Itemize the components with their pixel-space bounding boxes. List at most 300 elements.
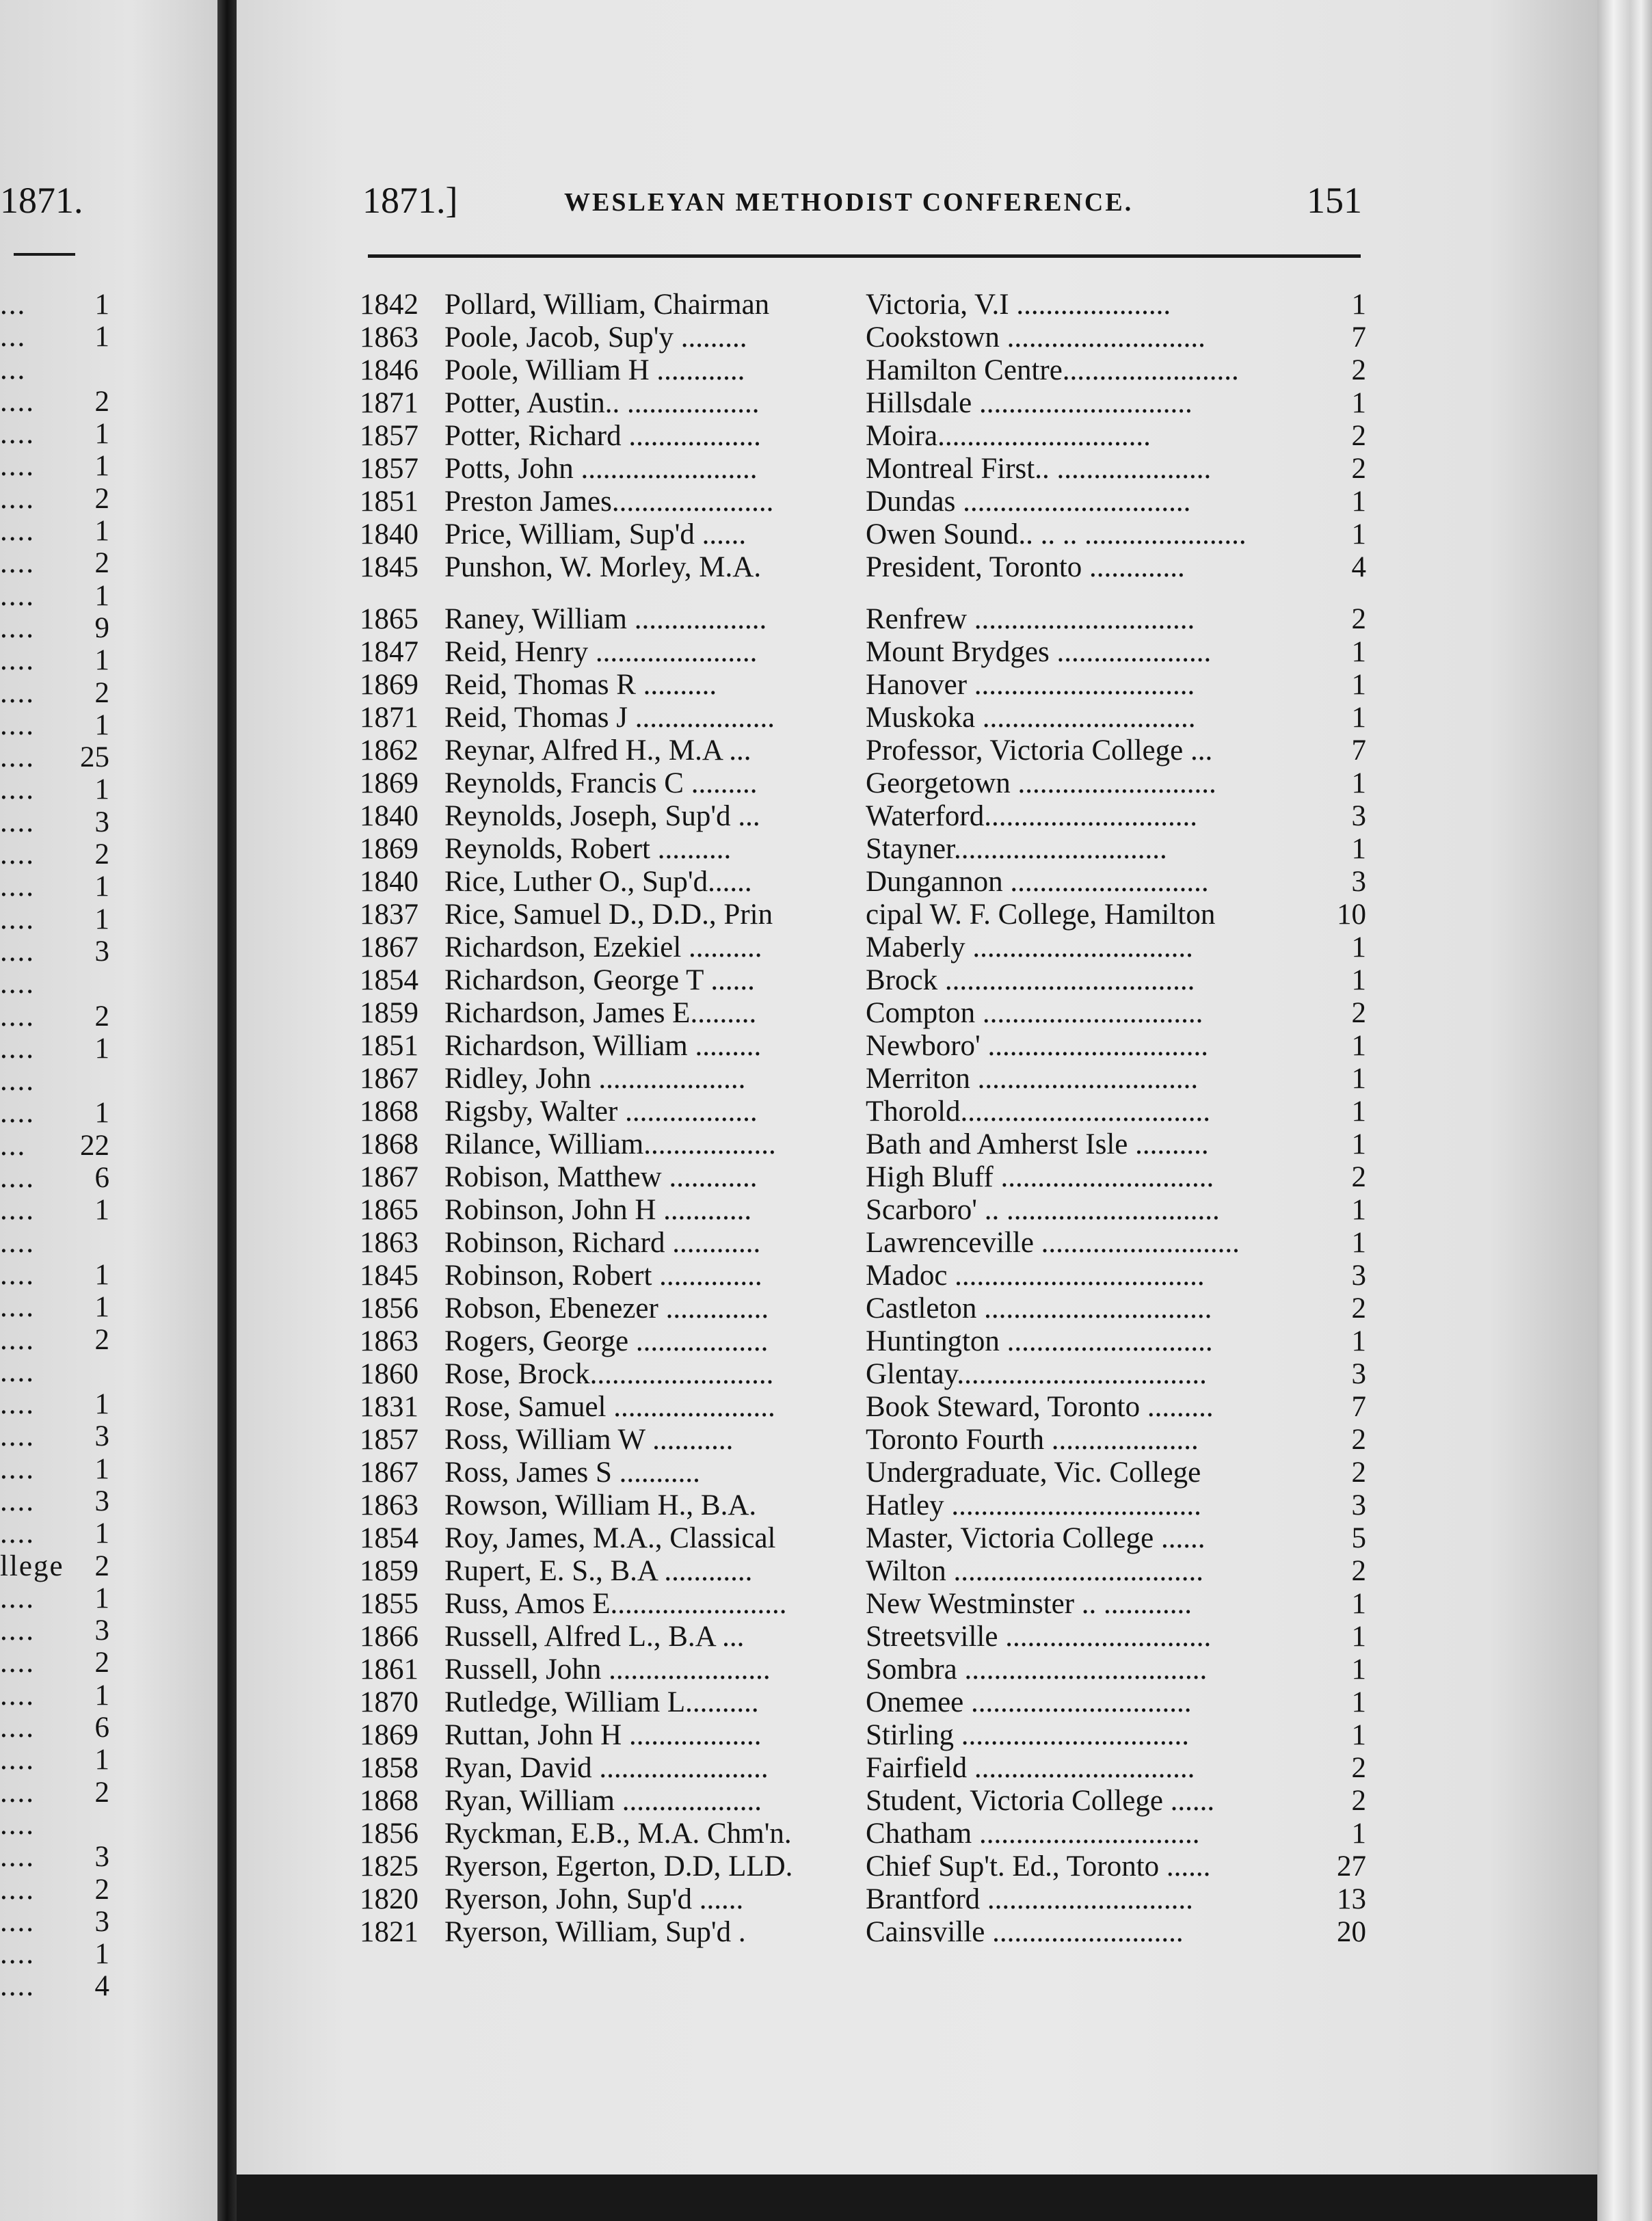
previous-page-leader: .... — [0, 1000, 35, 1033]
entry-name: Ryan, David ....................... — [444, 1752, 769, 1784]
entry-year: 1867 — [360, 1457, 418, 1489]
entry-year: 1868 — [360, 1128, 418, 1160]
entry-station: Dundas ............................... — [866, 486, 1191, 518]
entry-station: Book Steward, Toronto ......... — [866, 1391, 1214, 1423]
list-item — [360, 964, 1366, 997]
entry-station: Maberly .............................. — [866, 931, 1193, 963]
previous-page-leader: .... — [0, 1097, 35, 1130]
list-item — [360, 636, 1366, 669]
book-gutter — [217, 0, 237, 2221]
previous-page-count: 1 — [94, 1938, 109, 1971]
entry-name: Potts, John ........................ — [444, 453, 758, 485]
previous-page-row — [0, 1356, 109, 1388]
entry-station: Stayner............................. — [866, 833, 1167, 865]
entry-name: Potter, Austin.. .................. — [444, 387, 760, 419]
previous-page-leader: .... — [0, 1647, 35, 1679]
previous-page-row — [0, 1420, 109, 1452]
previous-page-leader: .... — [0, 1582, 35, 1614]
entry-station: Newboro' .............................. — [866, 1030, 1209, 1062]
previous-page-leader: llege — [0, 1550, 64, 1582]
previous-page-count: 1 — [94, 1388, 109, 1421]
entry-year: 1831 — [360, 1391, 418, 1423]
list-item — [360, 1489, 1366, 1522]
entry-count: 1 — [1351, 931, 1366, 963]
previous-page-leader: ... — [0, 321, 27, 354]
previous-page-leader: .... — [0, 385, 35, 418]
previous-page-row — [0, 483, 109, 515]
previous-page-leader: .... — [0, 1258, 35, 1291]
entry-year: 1867 — [360, 1063, 418, 1095]
entry-station: Huntington ............................ — [866, 1325, 1213, 1357]
previous-page-row — [0, 386, 109, 418]
list-item — [360, 1588, 1366, 1621]
header-rule — [368, 254, 1361, 258]
entry-name: Rice, Luther O., Sup'd...... — [444, 866, 752, 898]
previous-page-leader: .... — [0, 1162, 35, 1195]
entry-year: 1857 — [360, 1424, 418, 1456]
previous-page-count: 3 — [94, 1614, 109, 1647]
entry-year: 1868 — [360, 1095, 418, 1128]
entry-station: Scarboro' .. ............................. — [866, 1194, 1220, 1226]
entry-name: Roy, James, M.A., Classical — [444, 1522, 776, 1554]
entry-station: Hamilton Centre........................ — [866, 354, 1239, 386]
list-item — [360, 1818, 1366, 1850]
previous-page-leader: .... — [0, 1808, 35, 1841]
previous-page-leader: .... — [0, 773, 35, 806]
running-header — [362, 179, 1362, 234]
previous-page-count: 2 — [94, 1550, 109, 1582]
list-item — [360, 1194, 1366, 1227]
entry-year: 1851 — [360, 1030, 418, 1062]
list-item — [360, 1358, 1366, 1391]
entry-year: 1842 — [360, 289, 418, 321]
entry-station: High Bluff ............................. — [866, 1161, 1214, 1193]
list-item — [360, 1653, 1366, 1686]
list-item — [360, 387, 1366, 420]
entry-count: 1 — [1351, 636, 1366, 668]
entry-name: Richardson, Ezekiel .......... — [444, 931, 762, 963]
entry-name: Ross, James S ........... — [444, 1457, 700, 1489]
entry-year: 1865 — [360, 1194, 418, 1226]
list-item — [360, 1883, 1366, 1916]
entry-station: Owen Sound.. .. .. ...................... — [866, 518, 1247, 550]
previous-page-leader: .... — [0, 1323, 35, 1356]
entry-station: Castleton ............................... — [866, 1292, 1212, 1325]
entry-count: 1 — [1351, 1095, 1366, 1128]
entry-count: 1 — [1351, 486, 1366, 518]
entry-station: Merriton .............................. — [866, 1063, 1199, 1095]
previous-page-row — [0, 1388, 109, 1420]
previous-page-row — [0, 1033, 109, 1065]
previous-page-count: 2 — [94, 482, 109, 515]
entry-count: 1 — [1351, 1128, 1366, 1160]
entry-year: 1863 — [360, 1489, 418, 1521]
entry-count: 2 — [1351, 1424, 1366, 1456]
entry-station: Bath and Amherst Isle .......... — [866, 1128, 1209, 1160]
previous-page-row — [0, 289, 109, 321]
entry-station: Student, Victoria College ...... — [866, 1785, 1215, 1817]
entry-station: Brock .................................. — [866, 964, 1195, 996]
entry-station: Fairfield .............................. — [866, 1752, 1195, 1784]
entry-year: 1870 — [360, 1686, 418, 1718]
scan-bottom-border — [237, 2175, 1597, 2221]
previous-page-count: 22 — [80, 1129, 109, 1162]
previous-page-row — [0, 354, 109, 386]
entry-count: 2 — [1351, 1785, 1366, 1817]
entry-year: 1871 — [360, 702, 418, 734]
list-item — [360, 1621, 1366, 1653]
entry-count: 1 — [1351, 1653, 1366, 1686]
previous-page-count: 1 — [94, 1744, 109, 1777]
entry-name: Ridley, John .................... — [444, 1063, 746, 1095]
previous-page-leader: .... — [0, 611, 35, 644]
entry-name: Rose, Samuel ...................... — [444, 1391, 775, 1423]
entry-name: Robison, Matthew ............ — [444, 1161, 758, 1193]
entry-count: 2 — [1351, 1161, 1366, 1193]
previous-page-leader: .... — [0, 1776, 35, 1809]
entry-count: 5 — [1351, 1522, 1366, 1554]
previous-page-leader: .... — [0, 1841, 35, 1874]
entry-station: Hanover .............................. — [866, 669, 1195, 701]
page-edges — [1597, 0, 1652, 2221]
entry-count: 1 — [1351, 833, 1366, 865]
previous-page-leader: .... — [0, 1614, 35, 1647]
entry-station: Georgetown ........................... — [866, 767, 1216, 799]
entry-year: 1867 — [360, 1161, 418, 1193]
entry-name: Poole, William H ............ — [444, 354, 745, 386]
list-item — [360, 1424, 1366, 1457]
previous-page-count: 3 — [94, 1420, 109, 1453]
entry-count: 1 — [1351, 387, 1366, 419]
previous-page-leader: .... — [0, 1873, 35, 1906]
entry-station: Lawrenceville ........................... — [866, 1227, 1240, 1259]
list-item — [360, 931, 1366, 964]
entry-name: Reynolds, Francis C ......... — [444, 767, 758, 799]
entry-year: 1825 — [360, 1850, 418, 1883]
previous-page-leader: .... — [0, 1485, 35, 1517]
entry-count: 1 — [1351, 1719, 1366, 1751]
previous-page-row — [0, 1614, 109, 1647]
entry-count: 2 — [1351, 1555, 1366, 1587]
previous-page-count: 1 — [94, 1032, 109, 1065]
list-item — [360, 486, 1366, 518]
previous-page-row — [0, 1453, 109, 1485]
previous-page-row — [0, 1874, 109, 1906]
list-item — [360, 800, 1366, 833]
entry-name: Robinson, Robert .............. — [444, 1260, 762, 1292]
entry-name: Reynar, Alfred H., M.A ... — [444, 734, 751, 767]
previous-page-row — [0, 903, 109, 935]
entry-count: 2 — [1351, 453, 1366, 485]
previous-page-row — [0, 806, 109, 838]
previous-page-leader: .... — [0, 1420, 35, 1453]
entry-name: Pollard, William, Chairman — [444, 289, 770, 321]
entry-year: 1866 — [360, 1621, 418, 1653]
previous-page-count: 3 — [94, 806, 109, 838]
entry-station: cipal W. F. College, Hamilton — [866, 899, 1216, 931]
entry-count: 2 — [1351, 1457, 1366, 1489]
entry-name: Robinson, John H ............ — [444, 1194, 752, 1226]
entry-station: Master, Victoria College ...... — [866, 1522, 1205, 1554]
entry-year: 1846 — [360, 354, 418, 386]
entry-station: Glentay.................................. — [866, 1358, 1207, 1390]
entry-count: 1 — [1351, 1030, 1366, 1062]
entry-count: 3 — [1351, 866, 1366, 898]
entry-station: Undergraduate, Vic. College — [866, 1457, 1201, 1489]
entry-count: 1 — [1351, 289, 1366, 321]
previous-page-count: 1 — [94, 1194, 109, 1227]
list-item — [360, 1260, 1366, 1292]
list-item — [360, 1457, 1366, 1489]
entry-station: Onemee .............................. — [866, 1686, 1192, 1718]
entry-station: Montreal First.. ..................... — [866, 453, 1212, 485]
entry-count: 1 — [1351, 1818, 1366, 1850]
previous-page-row — [0, 1162, 109, 1194]
list-item — [360, 518, 1366, 551]
previous-page-row — [0, 450, 109, 482]
list-item — [360, 1227, 1366, 1260]
entry-station: Dungannon ........................... — [866, 866, 1209, 898]
entry-station: Hatley .................................. — [866, 1489, 1201, 1521]
entry-name: Ryckman, E.B., M.A. Chm'n. — [444, 1818, 792, 1850]
entry-name: Rose, Brock......................... — [444, 1358, 774, 1390]
list-item — [360, 866, 1366, 899]
entry-year: 1862 — [360, 734, 418, 767]
previous-page-leader: .... — [0, 1712, 35, 1744]
previous-page-row — [0, 1647, 109, 1679]
previous-page-count: 1 — [94, 321, 109, 354]
previous-page-count: 2 — [94, 1323, 109, 1356]
previous-page-row — [0, 1970, 109, 2002]
entry-count: 1 — [1351, 669, 1366, 701]
previous-page-count: 1 — [94, 644, 109, 677]
list-item — [360, 1522, 1366, 1555]
previous-page-leader: .... — [0, 450, 35, 483]
previous-page-count: 6 — [94, 1162, 109, 1195]
entry-station: Waterford............................. — [866, 800, 1197, 832]
previous-page-count: 1 — [94, 1258, 109, 1291]
previous-page-year: 1871. — [0, 180, 83, 221]
entry-count: 2 — [1351, 1752, 1366, 1784]
previous-page-leader: .... — [0, 741, 35, 774]
previous-page-leader: .... — [0, 1452, 35, 1485]
entry-station: New Westminster .. ............ — [866, 1588, 1193, 1620]
entry-name: Ryerson, William, Sup'd . — [444, 1916, 746, 1948]
previous-page-leader: .... — [0, 515, 35, 548]
previous-page-count: 3 — [94, 1485, 109, 1517]
previous-page-row — [0, 709, 109, 741]
entry-count: 13 — [1337, 1883, 1366, 1915]
entry-name: Price, William, Sup'd ...... — [444, 518, 747, 550]
previous-page-leader: .... — [0, 1970, 35, 2003]
previous-page-leader: .... — [0, 1226, 35, 1259]
entry-count: 1 — [1351, 1063, 1366, 1095]
list-item — [360, 1752, 1366, 1785]
entry-name: Rowson, William H., B.A. — [444, 1489, 757, 1521]
previous-page-count: 1 — [94, 870, 109, 903]
entry-name: Richardson, James E......... — [444, 997, 757, 1029]
entry-count: 3 — [1351, 1358, 1366, 1390]
previous-page-leader: ... — [0, 353, 27, 386]
entry-station: Madoc .................................. — [866, 1260, 1205, 1292]
entry-year: 1855 — [360, 1588, 418, 1620]
entry-name: Ruttan, John H .................. — [444, 1719, 762, 1751]
previous-page-row — [0, 1679, 109, 1712]
list-item — [360, 1095, 1366, 1128]
entry-name: Reid, Thomas J ................... — [444, 702, 775, 734]
previous-page-row — [0, 1194, 109, 1226]
page-number: 151 — [1307, 180, 1362, 221]
entry-count: 10 — [1337, 899, 1366, 931]
list-item — [360, 453, 1366, 486]
previous-page-count: 2 — [94, 1647, 109, 1679]
previous-page-leader: .... — [0, 806, 35, 838]
previous-page-leader: ... — [0, 289, 27, 321]
previous-page-leader: .... — [0, 935, 35, 968]
entry-station: Professor, Victoria College ... — [866, 734, 1213, 767]
previous-page-leader: .... — [0, 1291, 35, 1324]
entry-name: Rutledge, William L.......... — [444, 1686, 759, 1718]
header-title: WESLEYAN METHODIST CONFERENCE. — [564, 188, 1134, 217]
previous-page-leader: .... — [0, 1032, 35, 1065]
entry-station: Cookstown ........................... — [866, 321, 1205, 354]
entry-year: 1845 — [360, 551, 418, 583]
entry-name: Ryerson, John, Sup'd ...... — [444, 1883, 744, 1915]
entry-year: 1863 — [360, 1325, 418, 1357]
entry-count: 1 — [1351, 1227, 1366, 1259]
previous-page-count: 2 — [94, 1873, 109, 1906]
previous-page-count-column — [0, 289, 109, 2003]
entry-count: 1 — [1351, 702, 1366, 734]
entry-count: 4 — [1351, 551, 1366, 583]
entry-year: 1863 — [360, 1227, 418, 1259]
previous-page-count: 2 — [94, 1776, 109, 1809]
entry-year: 1860 — [360, 1358, 418, 1390]
previous-page-row — [0, 1000, 109, 1033]
previous-page-leader: .... — [0, 1355, 35, 1388]
entry-count: 1 — [1351, 767, 1366, 799]
previous-page-count: 3 — [94, 935, 109, 968]
previous-page-count: 2 — [94, 838, 109, 871]
entry-year: 1869 — [360, 833, 418, 865]
entry-year: 1851 — [360, 486, 418, 518]
list-item — [360, 669, 1366, 702]
minister-list — [360, 289, 1366, 1949]
list-item — [360, 734, 1366, 767]
list-item — [360, 1785, 1366, 1818]
entry-station: Moira............................. — [866, 420, 1151, 452]
entry-station: Wilton .................................. — [866, 1555, 1203, 1587]
entry-year: 1858 — [360, 1752, 418, 1784]
entry-year: 1869 — [360, 767, 418, 799]
previous-page-row — [0, 1324, 109, 1356]
entry-year: 1821 — [360, 1916, 418, 1948]
previous-page-count: 1 — [94, 579, 109, 612]
previous-page-row — [0, 773, 109, 806]
entry-count: 1 — [1351, 1325, 1366, 1357]
previous-page-count: 1 — [94, 1517, 109, 1550]
entry-count: 27 — [1337, 1850, 1366, 1883]
header-year: 1871.] — [362, 180, 458, 221]
entry-name: Poole, Jacob, Sup'y ......... — [444, 321, 747, 354]
entry-year: 1857 — [360, 420, 418, 452]
list-item — [360, 551, 1366, 584]
entry-name: Rupert, E. S., B.A ............ — [444, 1555, 753, 1587]
entry-year: 1840 — [360, 800, 418, 832]
entry-name: Reynolds, Robert .......... — [444, 833, 732, 865]
entry-name: Reid, Henry ...................... — [444, 636, 758, 668]
entry-station: Cainsville .......................... — [866, 1916, 1184, 1948]
entry-name: Rogers, George .................. — [444, 1325, 769, 1357]
entry-name: Richardson, William ......... — [444, 1030, 762, 1062]
entry-year: 1845 — [360, 1260, 418, 1292]
previous-page-row — [0, 1517, 109, 1550]
previous-page-row — [0, 547, 109, 579]
previous-page-row — [0, 612, 109, 644]
previous-page-count: 25 — [80, 741, 109, 774]
entry-year: 1863 — [360, 321, 418, 354]
entry-count: 7 — [1351, 1391, 1366, 1423]
entry-year: 1869 — [360, 669, 418, 701]
previous-page-leader: .... — [0, 870, 35, 903]
previous-page-leader: ... — [0, 1129, 27, 1162]
previous-page-count: 1 — [94, 1291, 109, 1324]
entry-count: 2 — [1351, 603, 1366, 635]
entry-name: Preston James...................... — [444, 486, 774, 518]
previous-page-leader: .... — [0, 708, 35, 741]
previous-page-row — [0, 1097, 109, 1129]
previous-page-count: 2 — [94, 676, 109, 709]
entry-year: 1859 — [360, 1555, 418, 1587]
previous-page-leader: .... — [0, 1065, 35, 1098]
entry-station: Streetsville ............................ — [866, 1621, 1212, 1653]
entry-name: Ryerson, Egerton, D.D, LLD. — [444, 1850, 793, 1883]
list-item — [360, 899, 1366, 931]
entry-year: 1867 — [360, 931, 418, 963]
entry-name: Ross, William W ........... — [444, 1424, 734, 1456]
list-item — [360, 1292, 1366, 1325]
list-item — [360, 1850, 1366, 1883]
entry-year: 1857 — [360, 453, 418, 485]
entry-count: 2 — [1351, 354, 1366, 386]
list-item — [360, 354, 1366, 387]
previous-page-row — [0, 1841, 109, 1873]
entry-count: 1 — [1351, 1588, 1366, 1620]
previous-page-row — [0, 1777, 109, 1809]
previous-page-row — [0, 1550, 109, 1582]
entry-count: 3 — [1351, 800, 1366, 832]
entry-station: Renfrew .............................. — [866, 603, 1195, 635]
previous-page-count: 4 — [94, 1970, 109, 2003]
list-item — [360, 767, 1366, 800]
previous-page-count: 2 — [94, 547, 109, 580]
entry-year: 1868 — [360, 1785, 418, 1817]
entry-year: 1859 — [360, 997, 418, 1029]
entry-name: Reynolds, Joseph, Sup'd ... — [444, 800, 760, 832]
list-item — [360, 997, 1366, 1030]
previous-page-row — [0, 1291, 109, 1323]
previous-page-row — [0, 935, 109, 968]
entry-station: President, Toronto ............. — [866, 551, 1185, 583]
previous-page-count: 3 — [94, 1841, 109, 1874]
entry-year: 1820 — [360, 1883, 418, 1915]
previous-page-count: 1 — [94, 1582, 109, 1614]
previous-page-row — [0, 1227, 109, 1259]
entry-station: Toronto Fourth .................... — [866, 1424, 1199, 1456]
list-item — [360, 603, 1366, 636]
list-item — [360, 1030, 1366, 1063]
previous-page-row — [0, 870, 109, 903]
